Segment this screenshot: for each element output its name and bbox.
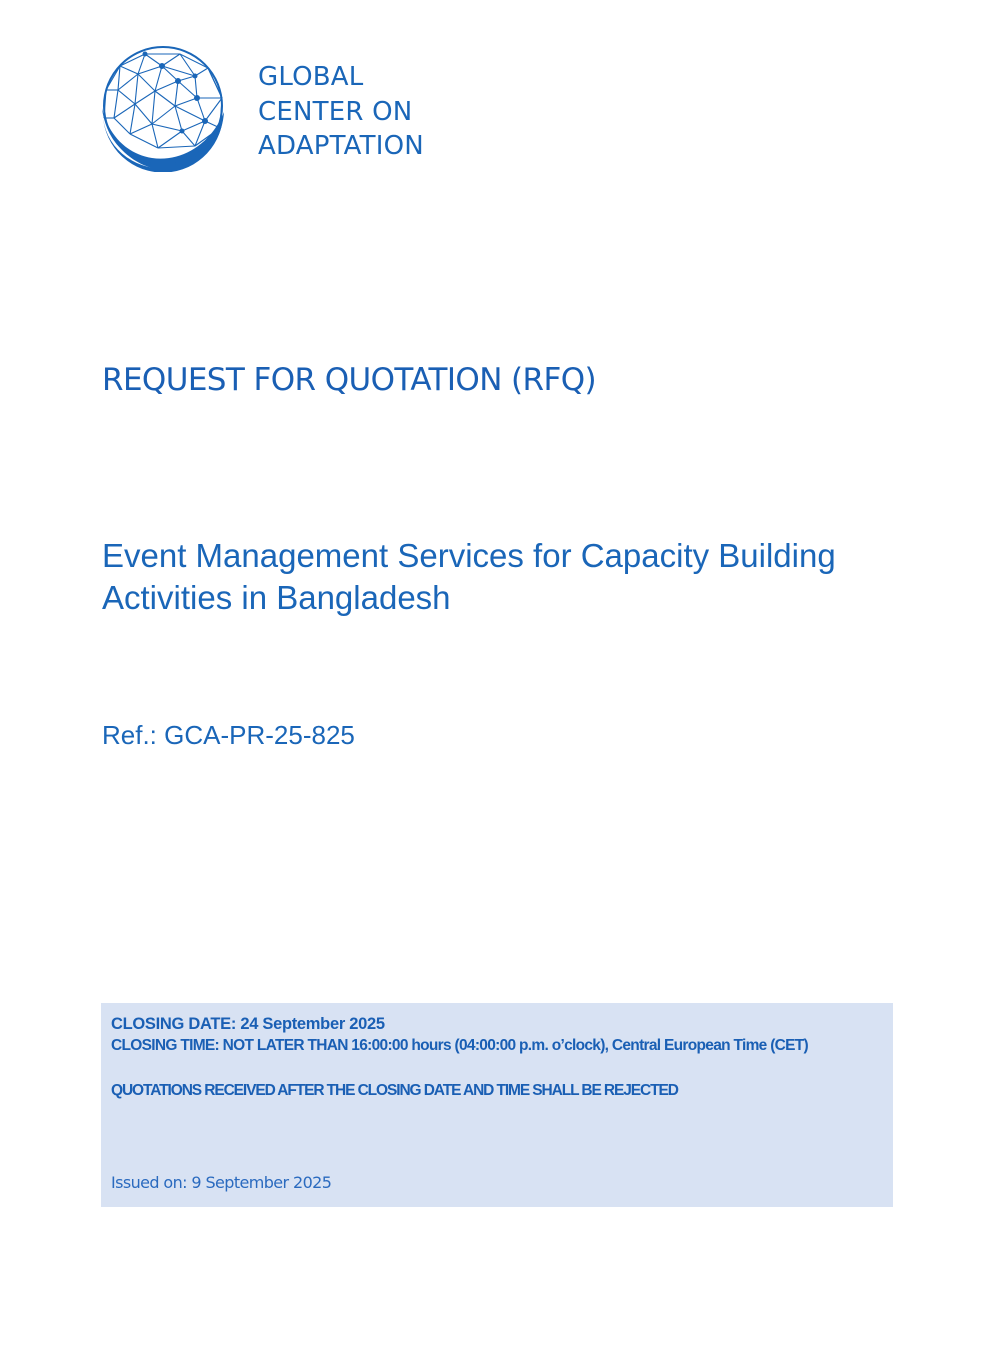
closing-notice-box <box>101 1003 893 1207</box>
organization-name-line: ADAPTATION <box>258 131 424 161</box>
organization-name <box>258 60 424 164</box>
closing-time: CLOSING TIME: NOT LATER THAN 16:00:00 hours (04:00:00 p.m. o’clock), Central European Time (CET) <box>111 1037 809 1054</box>
reference-number: Ref.: GCA-PR-25-825 <box>102 720 355 750</box>
organization-logo <box>100 46 226 172</box>
issued-date: Issued on: 9 September 2025 <box>111 1173 332 1192</box>
organization-name-line: GLOBAL <box>258 62 364 92</box>
closing-date: CLOSING DATE: 24 September 2025 <box>111 1015 385 1033</box>
organization-name-line: CENTER ON <box>258 96 413 127</box>
document-title: REQUEST FOR QUOTATION (RFQ) <box>102 362 596 398</box>
rejection-notice: QUOTATIONS RECEIVED AFTER THE CLOSING DATE AND TIME SHALL BE REJECTED <box>111 1082 678 1099</box>
globe-icon <box>100 46 226 172</box>
document-subject: Event Management Services for Capacity Building Activities in Bangladesh <box>102 537 836 616</box>
